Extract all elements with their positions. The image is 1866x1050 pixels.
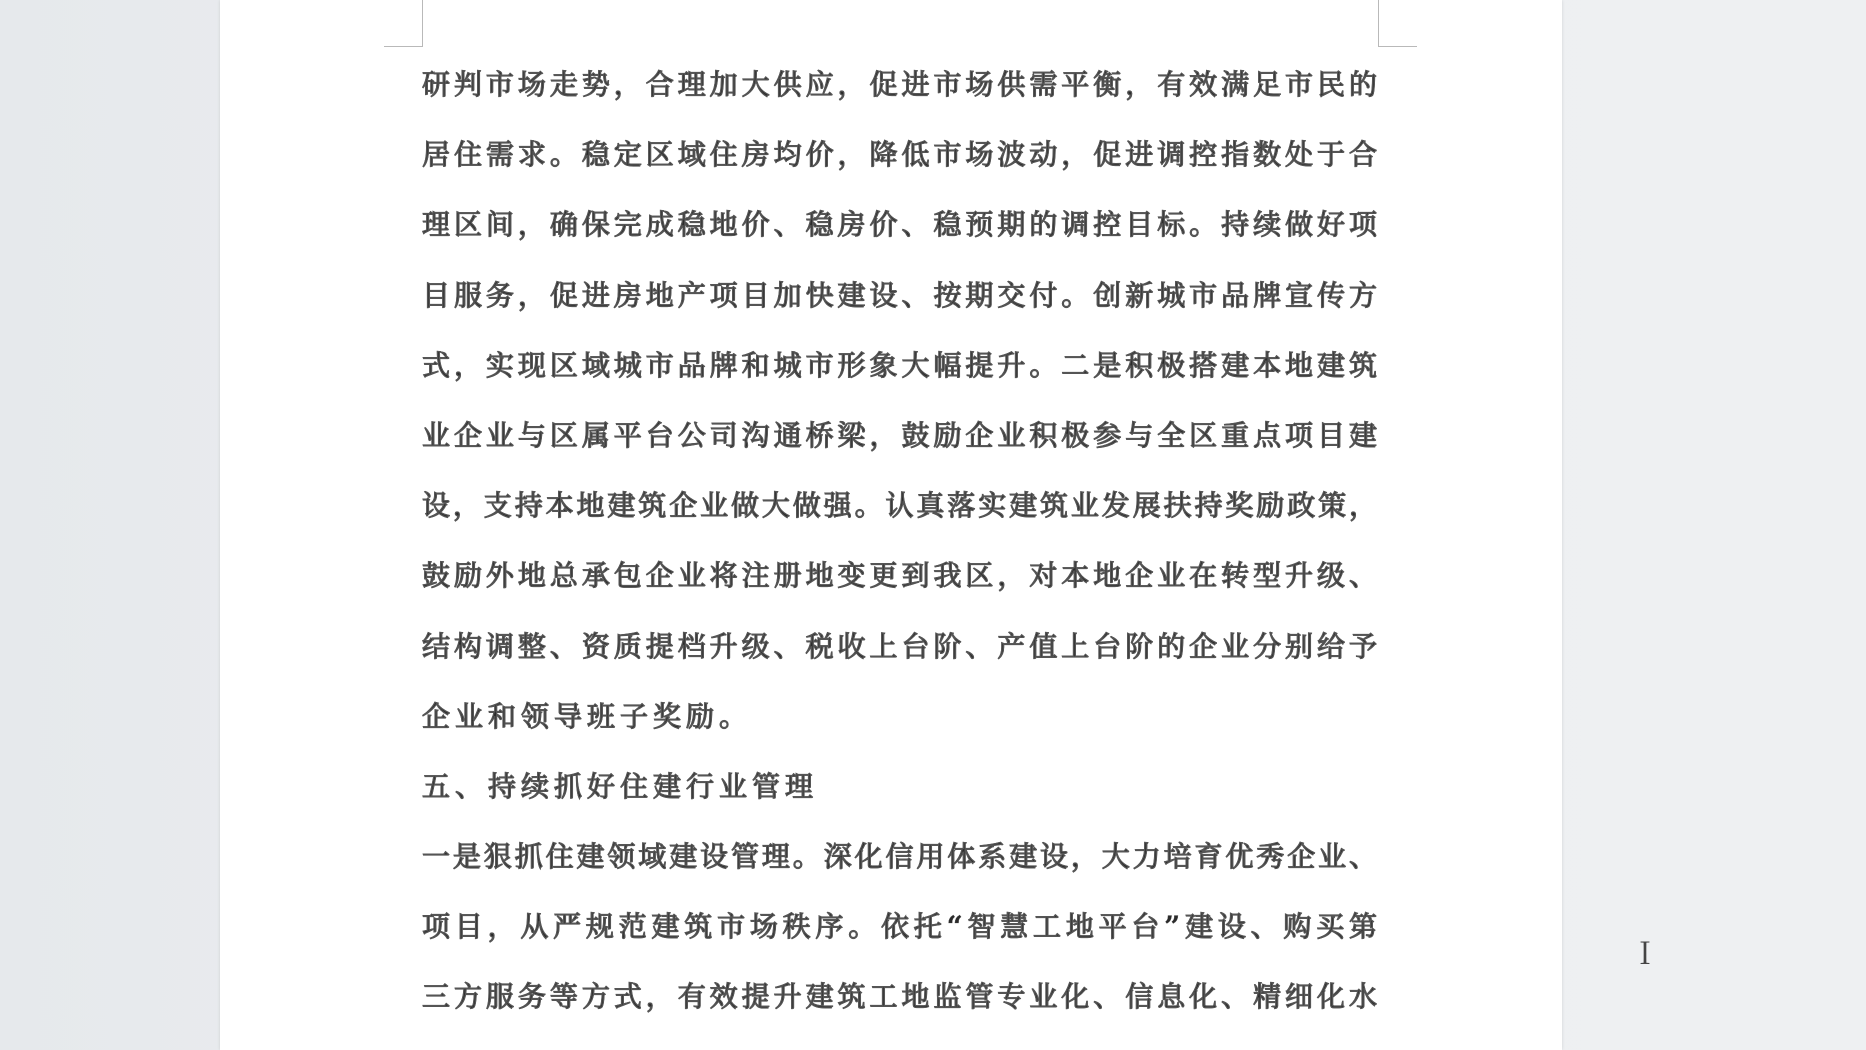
body-line: 式，实现区域城市品牌和城市形象大幅提升。二是积极搭建本地建筑 <box>422 348 1378 382</box>
body-line: 目服务，促进房地产项目加快建设、按期交付。创新城市品牌宣传方 <box>422 278 1378 312</box>
document-page[interactable] <box>220 0 1562 1050</box>
body-line: 研判市场走势，合理加大供应，促进市场供需平衡，有效满足市民的 <box>422 68 1378 101</box>
body-line: 理区间，确保完成稳地价、稳房价、稳预期的调控目标。持续做好项 <box>422 208 1378 242</box>
body-line: 居住需求。稳定区域住房均价，降低市场波动，促进调控指数处于合 <box>422 138 1378 172</box>
margin-corner-mark-left <box>384 0 423 47</box>
body-line: 三方服务等方式，有效提升建筑工地监管专业化、信息化、精细化水 <box>422 980 1378 1014</box>
body-line: 鼓励外地总承包企业将注册地变更到我区，对本地企业在转型升级、 <box>422 559 1378 593</box>
text-cursor-icon: Ｉ <box>1630 937 1660 972</box>
document-body[interactable] <box>422 60 1378 1043</box>
margin-corner-mark-right <box>1378 0 1417 47</box>
body-line: 一是狠抓住建领域建设管理。深化信用体系建设，大力培育优秀企业、 <box>422 840 1378 874</box>
body-line: 业企业与区属平台公司沟通桥梁，鼓励企业积极参与全区重点项目建 <box>422 418 1378 452</box>
body-line: 设，支持本地建筑企业做大做强。认真落实建筑业发展扶持奖励政策， <box>422 489 1378 523</box>
body-line: 企业和领导班子奖励。 <box>422 699 753 733</box>
body-line: 项目，从严规范建筑市场秩序。依托“智慧工地平台”建设、购买第 <box>422 910 1378 944</box>
section-heading: 五、持续抓好住建行业管理 <box>422 769 819 803</box>
body-line: 结构调整、资质提档升级、税收上台阶、产值上台阶的企业分别给予 <box>422 629 1378 663</box>
